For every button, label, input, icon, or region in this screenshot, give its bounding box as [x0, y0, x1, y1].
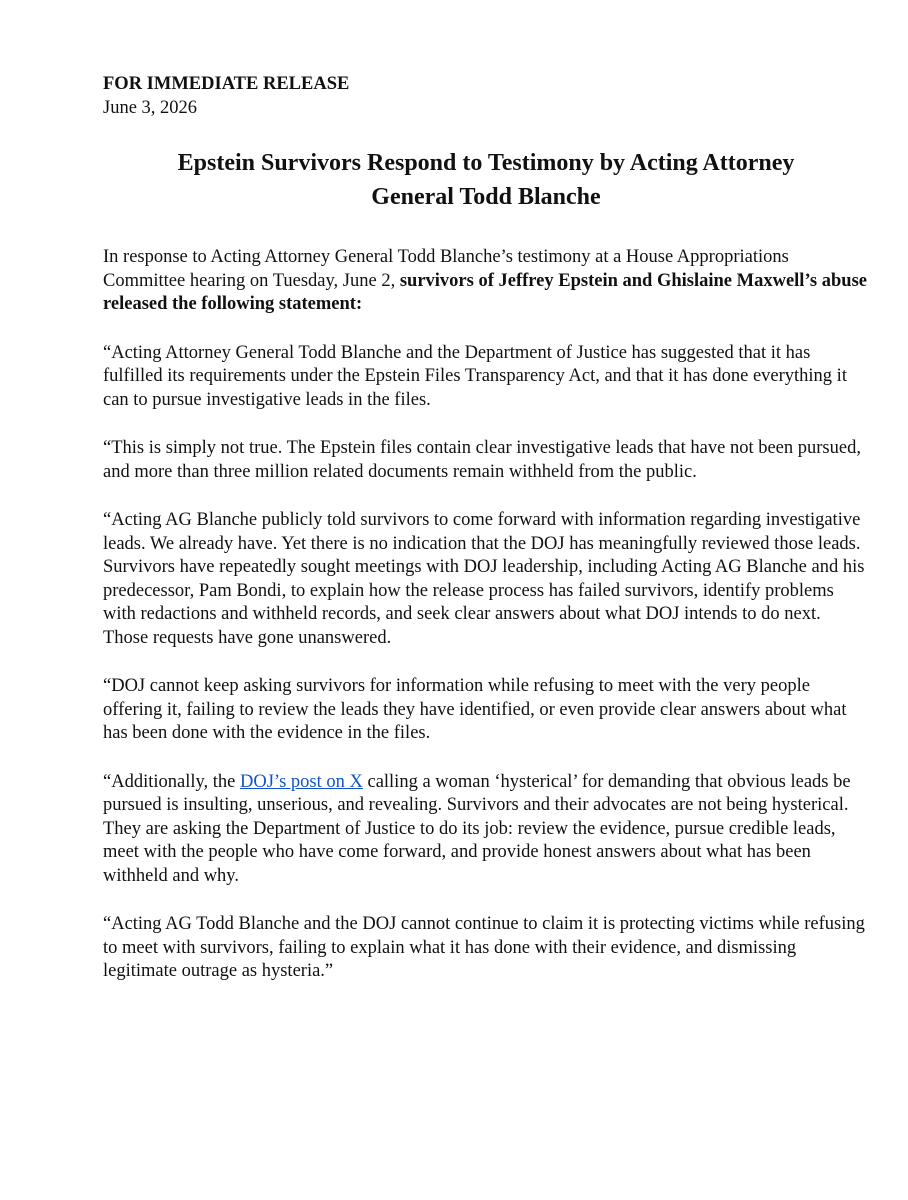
statement-paragraph-2: “This is simply not true. The Epstein files contain clear investigative leads that have not been pursued, and more than three million related documents remain withheld from the public.	[103, 438, 861, 482]
headline-line-2: General Todd Blanche	[371, 184, 601, 210]
intro-text: In response to Acting Attorney General Todd Blanche’s testimony at a House Appropriations Committee hearing on Tuesday, June 2,	[103, 247, 789, 291]
intro-paragraph	[103, 246, 869, 317]
statement-paragraph-4: “DOJ cannot keep asking survivors for information while refusing to meet with the very people offering it, failing to review the leads they have identified, or even provide clear answers about what has been done with the evidence in the files.	[103, 676, 847, 743]
doj-post-link[interactable]: DOJ’s post on X	[240, 771, 363, 792]
statement-paragraph-5	[103, 771, 869, 889]
headline-line-1: Epstein Survivors Respond to Testimony by Acting Attorney	[177, 150, 795, 176]
press-release-page	[103, 72, 869, 984]
release-label: FOR IMMEDIATE RELEASE	[103, 74, 350, 94]
p5-after-text: calling a woman ‘hysterical’ for demanding that obvious leads be pursued is insulting, unserious, and revealing. Survivors and their advocates are not being hysterical. They are asking the Department of Justice to do its job: review the evidence, pursue credible leads, meet with the people who have come forward, and provide honest answers about what has been withheld and why.	[103, 771, 851, 886]
statement-paragraph-3: “Acting AG Blanche publicly told survivors to come forward with information regarding investigative leads. We already have. Yet there is no indication that the DOJ has meaningfully reviewed those leads. Survivors have repeatedly sought meetings with DOJ leadership, including Acting AG Blanche and his predecessor, Pam Bondi, to explain how the release process has failed survivors, identify problems with redactions and withheld records, and seek clear answers about what DOJ intends to do next. Those requests have gone unanswered.	[103, 510, 865, 648]
p5-before-text: “Additionally, the	[103, 771, 241, 792]
statement-paragraph-6: “Acting AG Todd Blanche and the DOJ cannot continue to claim it is protecting victims while refusing to meet with survivors, failing to explain what it has done with their evidence, and dismissing legitimate outrage as hysteria.”	[103, 914, 865, 981]
release-date: June 3, 2026	[103, 98, 198, 118]
headline	[103, 146, 869, 214]
statement-paragraph-1: “Acting Attorney General Todd Blanche and the Department of Justice has suggested that it has fulfilled its requirements under the Epstein Files Transparency Act, and that it has done everything it can to pursue investigative leads in the files.	[103, 342, 847, 410]
intro-bold-text: survivors of Jeffrey Epstein and Ghislaine Maxwell’s abuse released the following statement:	[103, 270, 867, 314]
